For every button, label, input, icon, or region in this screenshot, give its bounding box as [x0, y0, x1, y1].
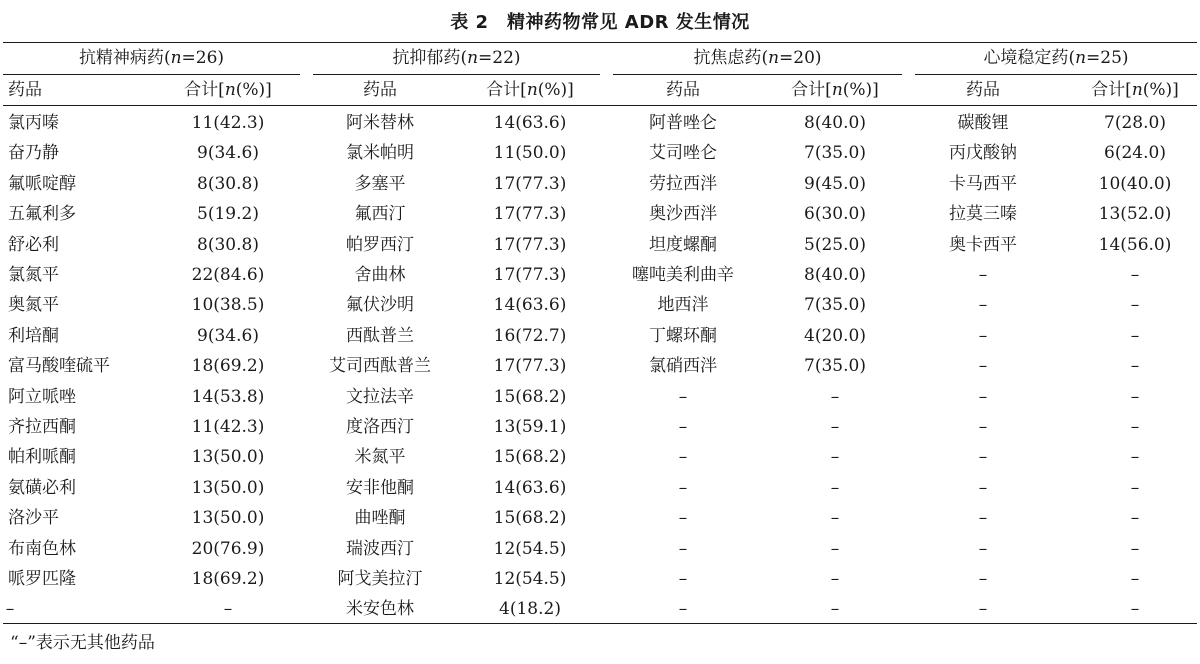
drug-name-cell: 氟哌啶醇: [8, 173, 76, 194]
group-antidepressant-label: 抗抑郁药(n=22): [392, 48, 521, 68]
total-value-cell: 7(35.0): [804, 143, 866, 164]
drug-name-cell: –: [678, 386, 688, 407]
total-value-cell: 6(24.0): [1104, 143, 1166, 164]
drug-name-cell: –: [678, 447, 688, 468]
drug-name-cell: 度洛西汀: [346, 417, 414, 437]
column-header-total: [775, 76, 895, 105]
header-total-prefix: 合计[: [1091, 80, 1132, 100]
total-value-cell: –: [1130, 508, 1140, 529]
drug-name-cell: 卡马西平: [949, 173, 1017, 194]
total-value-cell: 7(35.0): [804, 356, 866, 377]
drug-name-cell: 丁螺环酮: [649, 325, 717, 346]
drug-name-cell: 富马酸喹硫平: [8, 356, 110, 377]
drug-name-cell: 曲唑酮: [354, 508, 406, 529]
group-name: 抗抑郁药: [392, 48, 461, 68]
drug-name-cell: –: [978, 599, 988, 620]
drug-name-cell: 奥沙西泮: [649, 204, 717, 225]
drug-name-cell: 艾司西酞普兰: [329, 356, 431, 377]
header-total-n: n: [526, 80, 538, 100]
drug-name-cell: 氯氮平: [8, 265, 59, 285]
header-total-prefix: 合计[: [791, 80, 832, 100]
drug-name-cell: –: [978, 295, 988, 316]
total-value-cell: 7(28.0): [1104, 113, 1166, 133]
total-value-cell: 9(45.0): [804, 173, 866, 194]
drug-name-cell: –: [678, 417, 688, 437]
total-value-cell: –: [1130, 447, 1140, 468]
drug-name-cell: –: [678, 599, 688, 620]
total-value-cell: 12(54.5): [493, 569, 567, 589]
total-value-cell: 9(34.6): [197, 325, 259, 346]
drug-name-cell: 氯丙嗪: [8, 113, 59, 133]
total-value-cell: 15(68.2): [493, 386, 567, 407]
group-anxiolytic-label: 抗焦虑药(n=20): [693, 48, 822, 68]
group-n-symbol: n: [1075, 48, 1087, 68]
drug-name-cell: –: [978, 417, 988, 437]
group-mood-stabilizer-underline: [915, 74, 1197, 75]
column-header-total: [470, 76, 590, 105]
drug-name-cell: 艾司唑仑: [649, 143, 717, 164]
total-value-cell: 14(63.6): [493, 295, 567, 316]
total-value-cell: –: [1130, 538, 1140, 559]
total-value-cell: –: [1130, 265, 1140, 285]
total-value-cell: –: [830, 508, 840, 529]
total-value-cell: –: [1130, 599, 1140, 620]
drug-name-cell: 文拉法辛: [346, 386, 414, 407]
total-value-cell: 13(50.0): [191, 477, 265, 498]
drug-name-cell: 布南色林: [8, 538, 76, 559]
drug-name-cell: –: [978, 447, 988, 468]
column-header-drug: [320, 76, 440, 105]
group-n-value: =26: [181, 48, 218, 68]
total-value-cell: 13(59.1): [493, 417, 567, 437]
total-value-cell: 17(77.3): [493, 234, 567, 255]
drug-name-cell: 奥卡西平: [949, 234, 1017, 255]
drug-name-cell: 阿立哌唑: [8, 386, 76, 407]
total-value-cell: 17(77.3): [493, 204, 567, 225]
drug-name-cell: 多塞平: [354, 173, 406, 194]
total-value-cell: 14(63.6): [493, 477, 567, 498]
header-rule: [3, 105, 1197, 106]
total-value-cell: –: [1130, 569, 1140, 589]
drug-name-cell: 氯硝西泮: [649, 356, 717, 377]
total-value-cell: 17(77.3): [493, 265, 567, 285]
total-value-cell: 8(30.8): [197, 234, 259, 255]
drug-name-cell: 奋乃静: [8, 143, 59, 164]
total-value-cell: 11(50.0): [493, 143, 567, 164]
total-value-cell: 17(77.3): [493, 173, 567, 194]
header-drug-text: 药品: [363, 80, 397, 100]
drug-name-cell: –: [978, 356, 988, 377]
group-antipsychotic-label: 抗精神病药(n=26): [78, 48, 225, 68]
drug-name-cell: 帕利哌酮: [8, 447, 76, 468]
total-value-cell: –: [830, 538, 840, 559]
total-value-cell: –: [830, 447, 840, 468]
total-value-cell: 8(30.8): [197, 173, 259, 194]
drug-name-cell: 米氮平: [354, 447, 406, 468]
drug-name-cell: 西酞普兰: [346, 325, 414, 346]
drug-name-cell: 五氟利多: [8, 204, 76, 225]
drug-name-cell: –: [5, 599, 15, 620]
column-header-total: [1075, 76, 1195, 105]
drug-name-cell: 地西泮: [657, 295, 709, 316]
drug-name-cell: 舒必利: [8, 234, 59, 255]
total-value-cell: –: [830, 569, 840, 589]
drug-name-cell: –: [678, 538, 688, 559]
drug-name-cell: 坦度螺酮: [649, 234, 717, 255]
drug-name-cell: 氟伏沙明: [346, 295, 414, 316]
total-value-cell: –: [223, 599, 233, 620]
drug-name-cell: –: [978, 325, 988, 346]
drug-name-cell: 洛沙平: [8, 508, 59, 529]
header-drug-text: 药品: [666, 80, 700, 100]
total-value-cell: 15(68.2): [493, 508, 567, 529]
total-value-cell: 16(72.7): [493, 325, 567, 346]
total-value-cell: –: [1130, 417, 1140, 437]
total-value-cell: –: [830, 477, 840, 498]
total-value-cell: –: [1130, 386, 1140, 407]
drug-name-cell: 瑞波西汀: [346, 538, 414, 559]
group-name: 抗焦虑药: [693, 48, 762, 68]
drug-name-cell: 舍曲林: [354, 265, 406, 285]
header-total-n: n: [1131, 80, 1143, 100]
drug-name-cell: 奥氮平: [8, 295, 59, 316]
table-footnote: “–”表示无其他药品: [10, 633, 155, 653]
total-value-cell: 6(30.0): [804, 204, 866, 225]
drug-name-cell: 齐拉西酮: [8, 417, 76, 437]
total-value-cell: 11(42.3): [191, 113, 265, 133]
total-value-cell: 12(54.5): [493, 538, 567, 559]
drug-name-cell: 安非他酮: [346, 477, 414, 498]
header-drug-text: 药品: [8, 80, 42, 100]
total-value-cell: –: [830, 386, 840, 407]
group-name: 心境稳定药: [983, 48, 1069, 68]
group-n-symbol: n: [768, 48, 780, 68]
total-value-cell: 20(76.9): [191, 538, 265, 559]
drug-name-cell: –: [978, 569, 988, 589]
group-anxiolytic-underline: [613, 74, 902, 75]
total-value-cell: 9(34.6): [197, 143, 259, 164]
drug-name-cell: 丙戊酸钠: [949, 143, 1017, 164]
group-mood-stabilizer-label: 心境稳定药(n=25): [983, 48, 1129, 68]
total-value-cell: –: [1130, 325, 1140, 346]
drug-name-cell: 哌罗匹隆: [8, 569, 76, 589]
drug-name-cell: –: [978, 477, 988, 498]
drug-name-cell: 阿普唑仑: [649, 113, 717, 133]
total-value-cell: 7(35.0): [804, 295, 866, 316]
total-value-cell: 13(50.0): [191, 508, 265, 529]
total-value-cell: 14(63.6): [493, 113, 567, 133]
total-value-cell: 22(84.6): [191, 265, 265, 285]
group-name: 抗精神病药: [78, 48, 164, 68]
drug-name-cell: 拉莫三嗪: [949, 204, 1017, 225]
drug-name-cell: 氯米帕明: [346, 143, 414, 164]
drug-name-cell: –: [978, 538, 988, 559]
table-title: 表 2 精神药物常见 ADR 发生情况: [450, 12, 750, 33]
header-total-suffix: (%)]: [235, 80, 272, 100]
column-header-drug: [8, 76, 42, 105]
drug-name-cell: –: [978, 386, 988, 407]
header-total-suffix: (%)]: [537, 80, 574, 100]
drug-name-cell: –: [978, 265, 988, 285]
header-total-prefix: 合计[: [486, 80, 527, 100]
group-n-value: =20: [779, 48, 815, 68]
total-value-cell: 13(52.0): [1098, 204, 1172, 225]
drug-name-cell: 阿戈美拉汀: [337, 569, 423, 589]
group-antidepressant-underline: [313, 74, 600, 75]
bottom-rule: [3, 623, 1197, 624]
total-value-cell: 8(40.0): [804, 113, 866, 133]
column-header-drug: [623, 76, 743, 105]
drug-name-cell: –: [678, 569, 688, 589]
drug-name-cell: 利培酮: [8, 325, 59, 346]
total-value-cell: –: [1130, 356, 1140, 377]
total-value-cell: –: [1130, 295, 1140, 316]
total-value-cell: –: [1130, 477, 1140, 498]
drug-name-cell: –: [678, 508, 688, 529]
header-total-suffix: (%)]: [1142, 80, 1179, 100]
total-value-cell: –: [830, 599, 840, 620]
total-value-cell: 15(68.2): [493, 447, 567, 468]
group-n-value: =22: [478, 48, 514, 68]
header-total-n: n: [831, 80, 843, 100]
total-value-cell: 18(69.2): [191, 356, 265, 377]
group-n-symbol: n: [467, 48, 479, 68]
header-total-suffix: (%)]: [842, 80, 879, 100]
drug-name-cell: –: [978, 508, 988, 529]
drug-name-cell: 氨磺必利: [8, 477, 76, 498]
total-value-cell: 17(77.3): [493, 356, 567, 377]
column-header-total: [168, 76, 288, 105]
total-value-cell: –: [830, 417, 840, 437]
total-value-cell: 4(20.0): [804, 325, 866, 346]
drug-name-cell: 帕罗西汀: [346, 234, 414, 255]
header-total-prefix: 合计[: [184, 80, 225, 100]
drug-name-cell: –: [678, 477, 688, 498]
group-antipsychotic-underline: [3, 74, 300, 75]
total-value-cell: 18(69.2): [191, 569, 265, 589]
group-n-value: =25: [1086, 48, 1122, 68]
total-value-cell: 8(40.0): [804, 265, 866, 285]
total-value-cell: 11(42.3): [191, 417, 265, 437]
total-value-cell: 5(25.0): [804, 234, 866, 255]
header-total-n: n: [224, 80, 236, 100]
drug-name-cell: 阿米替林: [346, 113, 414, 133]
total-value-cell: 13(50.0): [191, 447, 265, 468]
drug-name-cell: 噻吨美利曲辛: [632, 265, 734, 285]
total-value-cell: 10(38.5): [191, 295, 265, 316]
total-value-cell: 4(18.2): [499, 599, 561, 620]
drug-name-cell: 氟西汀: [354, 204, 406, 225]
column-header-drug: [923, 76, 1043, 105]
group-n-symbol: n: [170, 48, 182, 68]
total-value-cell: 14(53.8): [191, 386, 265, 407]
header-drug-text: 药品: [966, 80, 1000, 100]
total-value-cell: 14(56.0): [1098, 234, 1172, 255]
drug-name-cell: 米安色林: [346, 599, 414, 620]
drug-name-cell: 劳拉西泮: [649, 173, 717, 194]
drug-name-cell: 碳酸锂: [957, 113, 1009, 133]
total-value-cell: 10(40.0): [1098, 173, 1172, 194]
total-value-cell: 5(19.2): [197, 204, 259, 225]
